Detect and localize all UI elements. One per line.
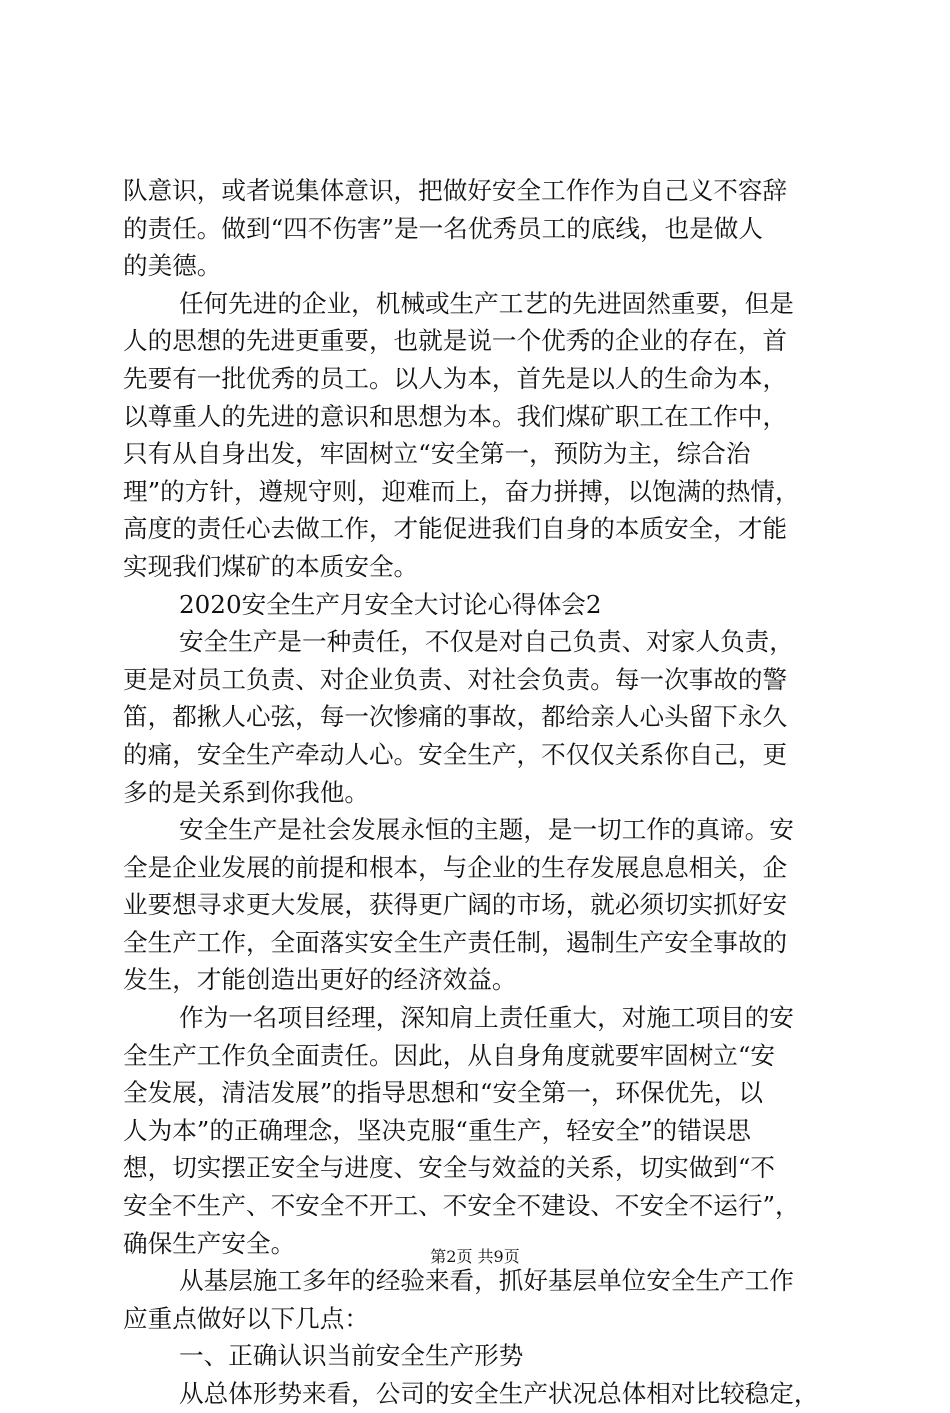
paragraph-start-line: 安全生产是社会发展永恒的主题，是一切工作的真谛。安 (179, 815, 794, 845)
text-line: 笛，都揪人心弦，每一次惨痛的事故，都给亲人心头留下永久 (123, 702, 788, 732)
text-line: 多的是关系到你我他。 (123, 777, 369, 807)
paragraph-start-line: 从基层施工多年的经验来看，抓好基层单位安全生产工作 (179, 1266, 794, 1296)
page-number-footer: 第2页 共9页 (430, 1247, 520, 1266)
text-line: 全生产工作，全面落实安全生产责任制，遏制生产安全事故的 (123, 927, 788, 957)
text-line: 全生产工作负全面责任。因此，从自身角度就要牢固树立“安 (123, 1040, 776, 1070)
section-title: 2020安全生产月安全大讨论心得体会2 (179, 589, 602, 619)
text-line: 发生，才能创造出更好的经济效益。 (123, 965, 517, 995)
text-line: 以尊重人的先进的意识和思想为本。我们煤矿职工在工作中， (123, 401, 788, 431)
text-line: 全发展，清洁发展”的指导思想和“安全第一，环保优先，以 (123, 1078, 763, 1108)
text-line: 只有从自身出发，牢固树立“安全第一，预防为主，综合治 (123, 439, 751, 469)
text-line: 应重点做好以下几点： (123, 1303, 369, 1333)
text-line: 更是对员工负责、对企业负责、对社会负责。每一次事故的警 (123, 664, 788, 694)
text-line: 理”的方针，遵规守则，迎难而上，奋力拼搏，以饱满的热情， (123, 476, 800, 506)
subsection-heading: 一、正确认识当前安全生产形势 (179, 1341, 524, 1371)
document-body (123, 172, 843, 1413)
text-line: 先要有一批优秀的员工。以人为本，首先是以人的生命为本， (123, 363, 788, 393)
paragraph-start-line: 作为一名项目经理，深知肩上责任重大，对施工项目的安 (179, 1003, 794, 1033)
text-line: 业要想寻求更大发展，获得更广阔的市场，就必须切实抓好安 (123, 890, 788, 920)
paragraph-start-line: 任何先进的企业，机械或生产工艺的先进固然重要，但是 (179, 288, 794, 318)
text-line: 队意识，或者说集体意识，把做好安全工作作为自己义不容辞 (123, 176, 788, 205)
text-line: 人的思想的先进更重要，也就是说一个优秀的企业的存在，首 (123, 326, 788, 356)
text-line: 安全不生产、不安全不开工、不安全不建设、不安全不运行”， (123, 1191, 800, 1221)
text-line: 全是企业发展的前提和根本，与企业的生存发展息息相关，企 (123, 852, 788, 882)
text-line: 的责任。做到“四不伤害”是一名优秀员工的底线，也是做人 (123, 213, 763, 243)
text-line: 的美德。 (123, 251, 222, 281)
text-line: 想，切实摆正安全与进度、安全与效益的关系，切实做到“不 (123, 1153, 776, 1183)
text-line: 高度的责任心去做工作，才能促进我们自身的本质安全，才能 (123, 514, 788, 544)
text-line: 的痛，安全生产牵动人心。安全生产，不仅仅关系你自己，更 (123, 739, 788, 769)
text-line: 确保生产安全。 (123, 1228, 296, 1258)
text-line: 实现我们煤矿的本质安全。 (123, 551, 419, 581)
text-line: 人为本”的正确理念，坚决克服“重生产，轻安全”的错误思 (123, 1115, 751, 1145)
paragraph-start-line: 从总体形势来看，公司的安全生产状况总体相对比较稳定， (179, 1379, 819, 1408)
paragraph-start-line: 安全生产是一种责任，不仅是对自己负责、对家人负责， (179, 627, 794, 657)
